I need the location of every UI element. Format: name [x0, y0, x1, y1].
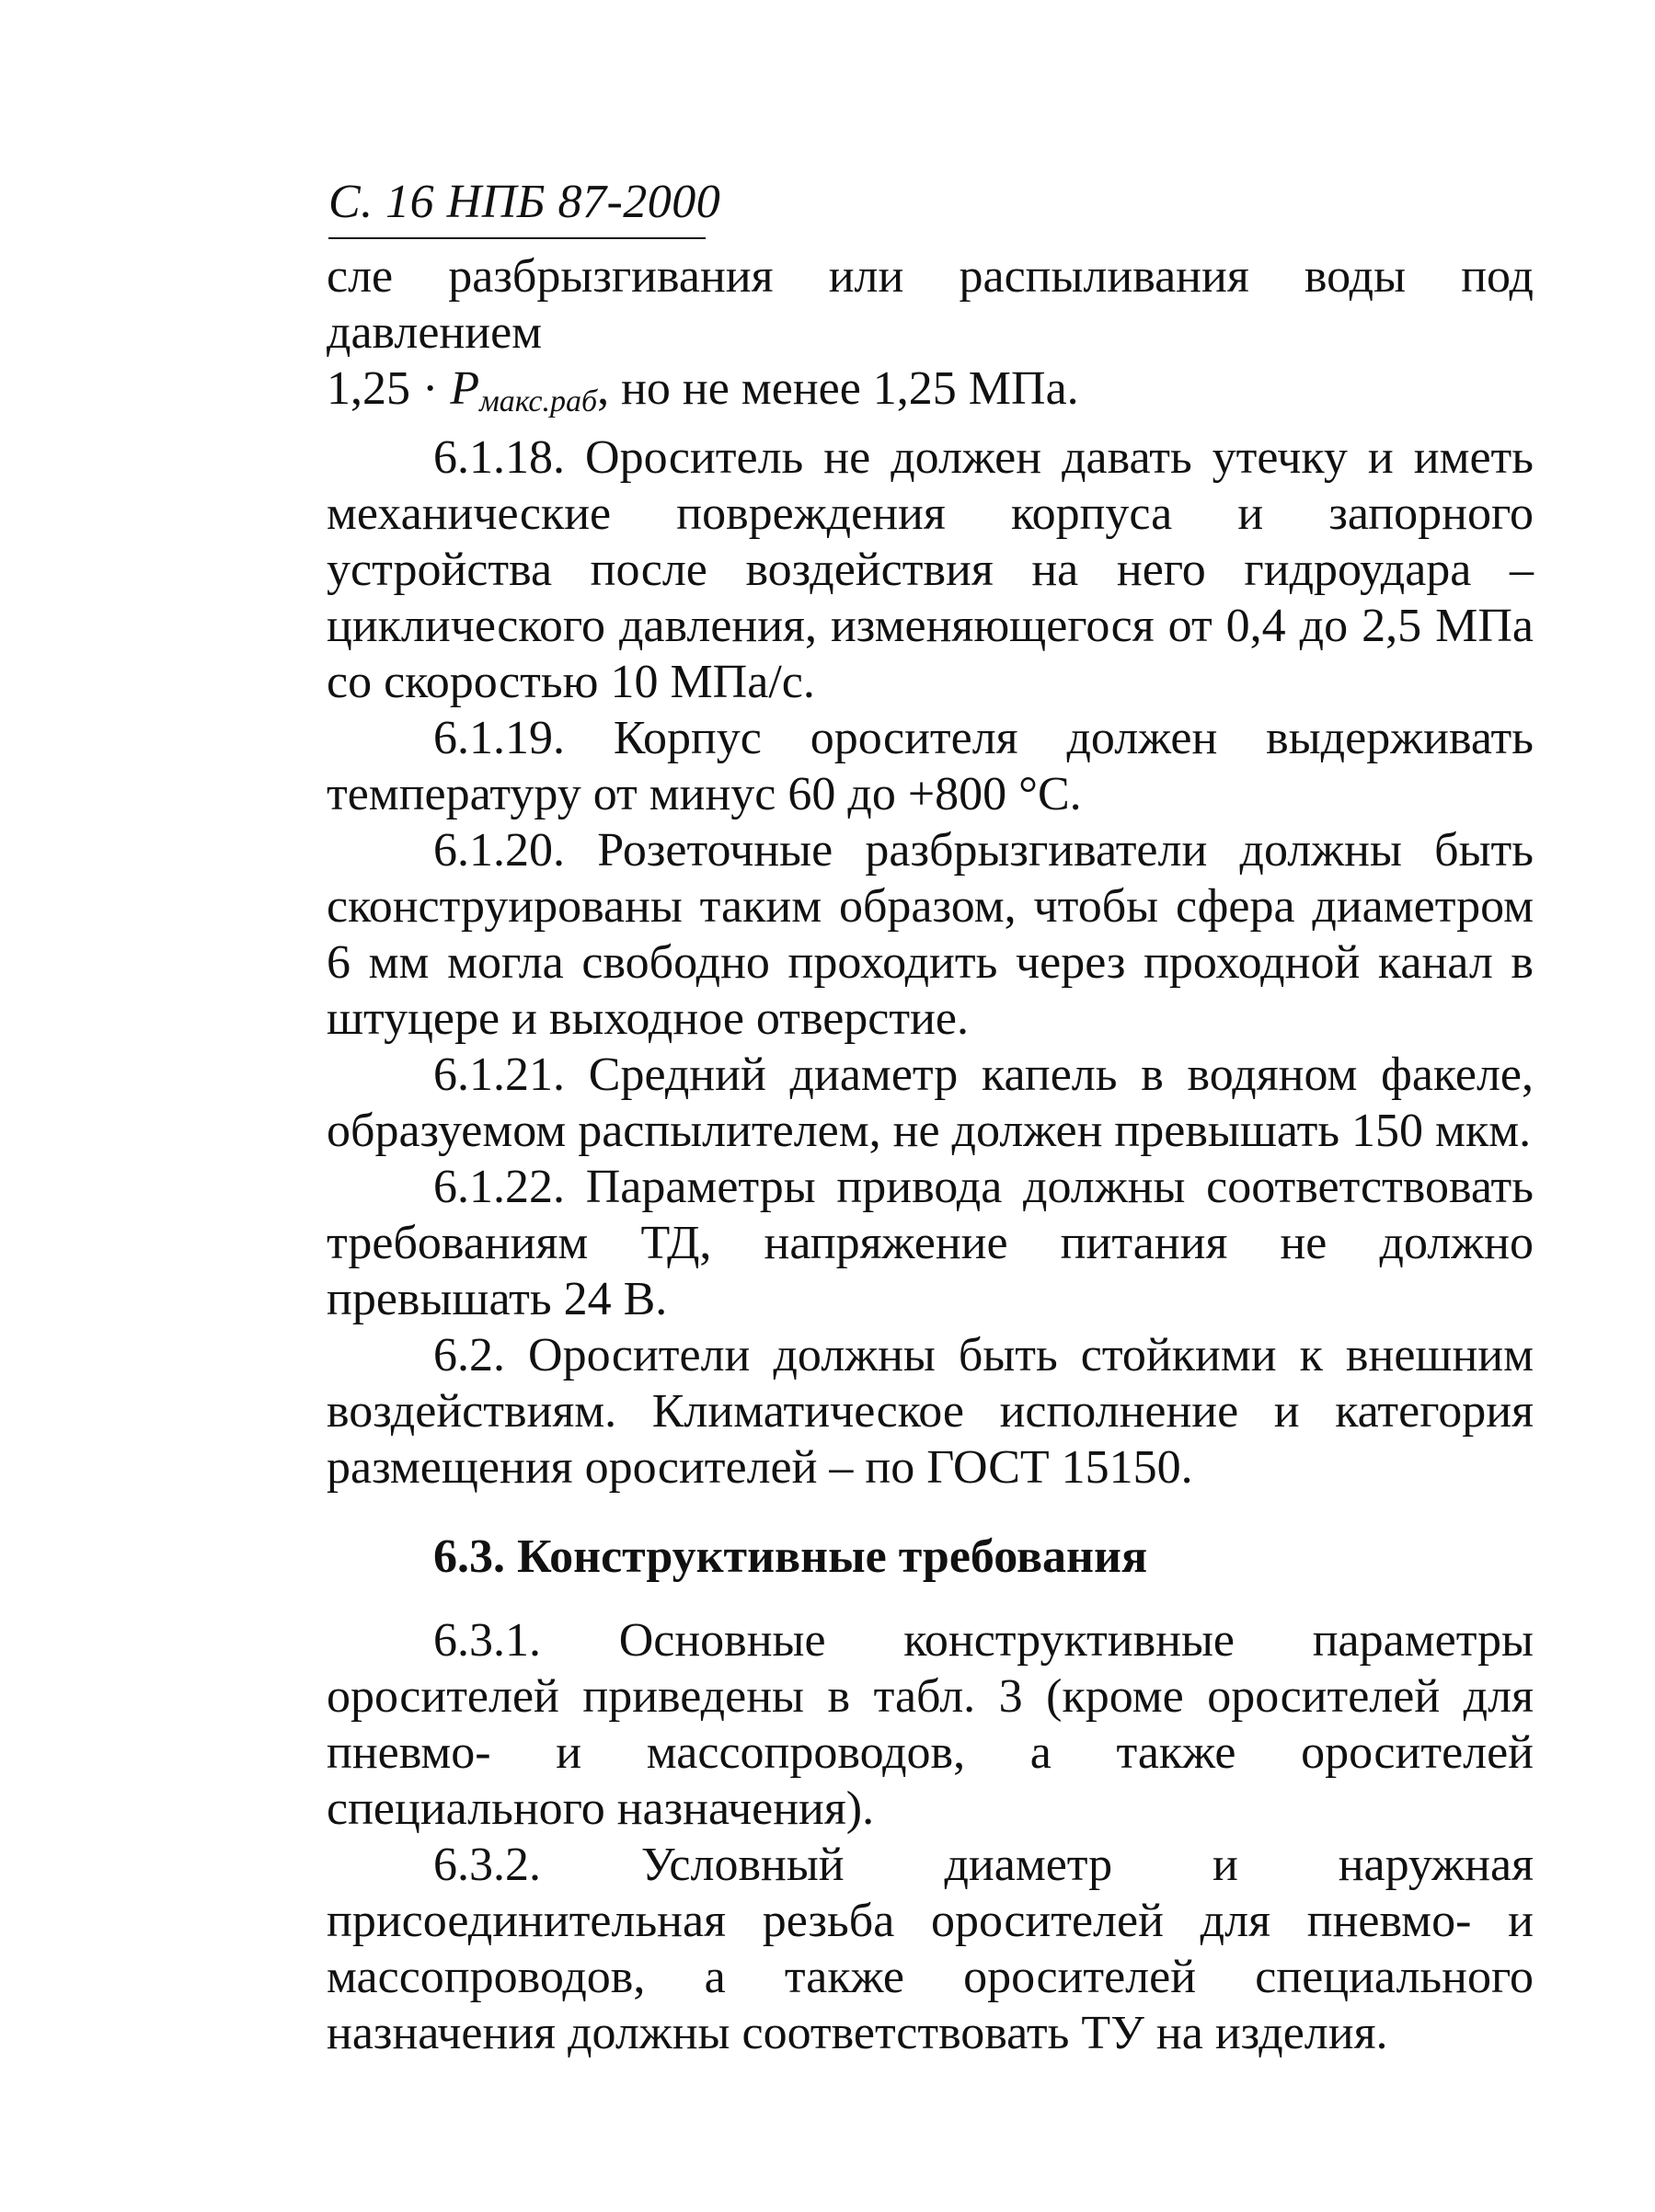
paragraph-continuation [327, 248, 1534, 430]
paragraph-6-3-1: 6.3.1. Основные конструктивные параметры оросителей приведены в табл. 3 (кроме оросителей для пневмо- и массопроводов, а также оросителей специального назначения). [327, 1614, 1534, 1835]
paragraph-6-1-18: 6.1.18. Ороситель не должен давать утечку и иметь механические повреждения корпуса и запорного устройства после воздействия на него гидроудара – циклического давления, изменяющегося от 0,4 до 2,5 МПа со скоростью 10 МПа/с. [327, 431, 1534, 708]
running-head-rule [328, 237, 706, 239]
running-head: С. 16 НПБ 87-2000 [328, 176, 721, 228]
continuation-line-1: сле разбрызгивания или распыливания воды под давлением [327, 250, 1534, 359]
paragraph-6-1-22: 6.1.22. Параметры привода должны соответствовать требованиям ТД, напряжение питания не должно превышать 24 В. [327, 1161, 1534, 1325]
paragraph-6-2: 6.2. Оросители должны быть стойкими к внешним воздействиям. Климатическое исполнение и категория размещения оросителей – по ГОСТ 15150. [327, 1329, 1534, 1494]
formula-symbol: P [450, 362, 480, 415]
formula-pressure [450, 362, 598, 418]
paragraph-6-3-2: 6.3.2. Условный диаметр и наружная присоединительная резьба оросителей для пневмо- и массопроводов, а также оросителей специального назначения должны соответствовать ТУ на изделия. [327, 1839, 1534, 2059]
text-column [327, 248, 1534, 2061]
paragraph-6-1-21: 6.1.21. Средний диаметр капель в водяном факеле, образуемом распылителем, не должен превышать 150 мкм. [327, 1049, 1534, 1157]
paragraph-6-1-20: 6.1.20. Розеточные разбрызгиватели должны быть сконструированы таким образом, чтобы сфера диаметром 6 мм могла свободно проходить через проходной канал в штуцере и выходное отверстие. [327, 824, 1534, 1045]
paragraph-6-1-19: 6.1.19. Корпус оросителя должен выдерживать температуру от минус 60 до +800 °С. [327, 712, 1534, 820]
section-heading-6-3: 6.3. Конструктивные требования [433, 1530, 1148, 1583]
formula-prefix: 1,25 · [327, 362, 451, 415]
formula-suffix: , но не менее 1,25 МПа. [597, 362, 1079, 415]
formula-subscript: макс.раб [479, 384, 598, 418]
